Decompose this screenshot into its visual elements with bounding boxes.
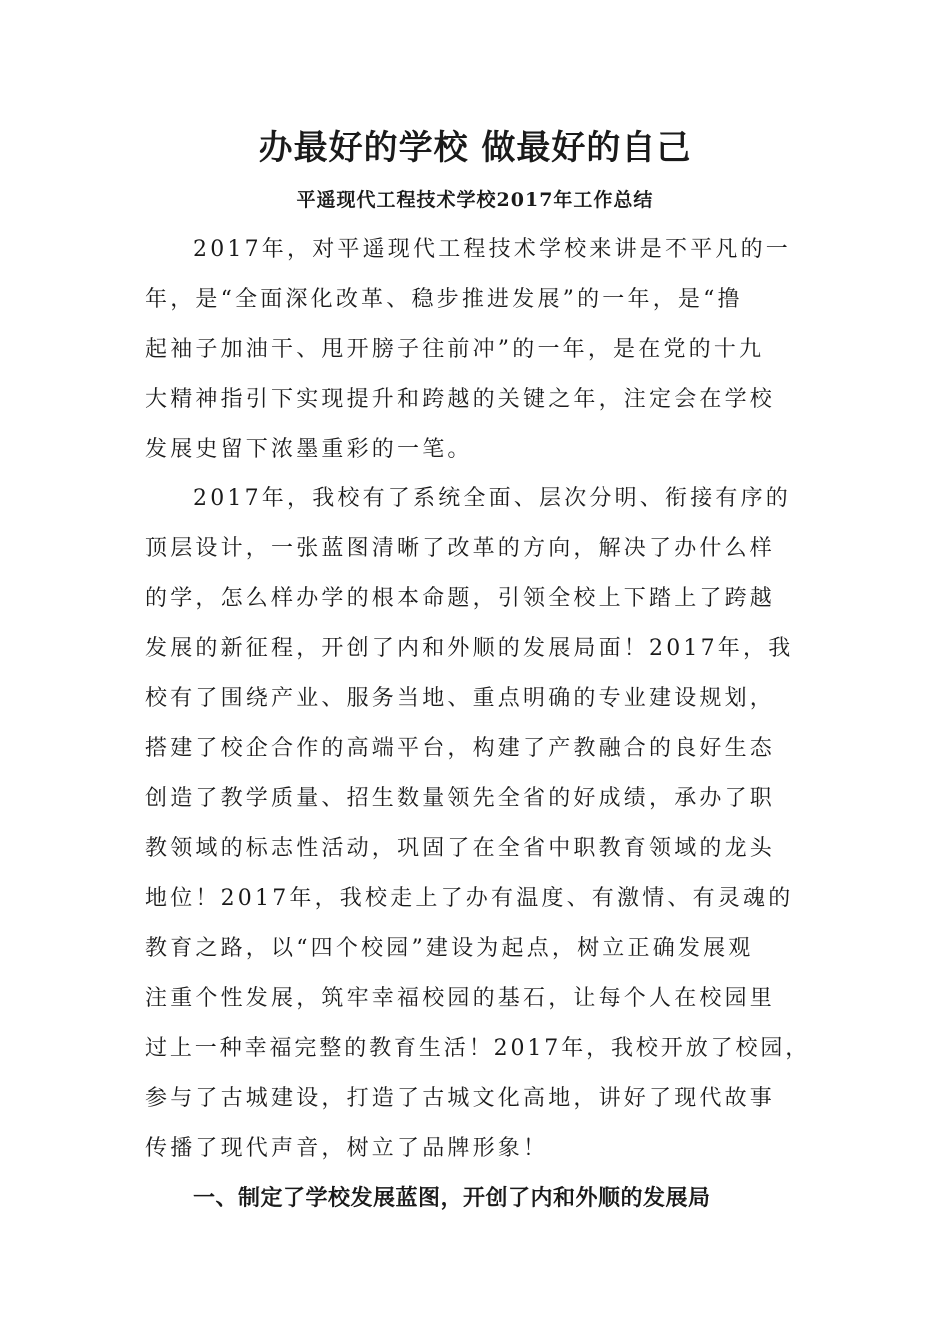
paragraph-2-line-6: 搭建了校企合作的高端平台，构建了产教融合的良好生态 bbox=[145, 736, 776, 761]
paragraph-1-line-4: 大精神指引下实现提升和跨越的关键之年，注定会在学校 bbox=[145, 387, 776, 412]
document-title: 办最好的学校 做最好的自己 bbox=[258, 128, 692, 168]
paragraph-2-line-4: 发展的新征程，开创了内和外顺的发展局面！2017年，我 bbox=[145, 636, 794, 661]
paragraph-2-line-3: 的学，怎么样办学的根本命题，引领全校上下踏上了跨越 bbox=[145, 586, 776, 611]
paragraph-1-line-2: 年，是“全面深化改革、稳步推进发展”的一年，是“撸 bbox=[145, 287, 743, 312]
paragraph-2-line-5: 校有了围绕产业、服务当地、重点明确的专业建设规划， bbox=[145, 686, 776, 711]
paragraph-2-line-7: 创造了教学质量、招生数量领先全省的好成绩，承办了职 bbox=[145, 786, 776, 811]
section-heading: 一、制定了学校发展蓝图，开创了内和外顺的发展局 bbox=[193, 1186, 711, 1211]
paragraph-1-line-5: 发展史留下浓墨重彩的一笔。 bbox=[145, 437, 473, 462]
paragraph-2-line-9: 地位！2017年，我校走上了办有温度、有激情、有灵魂的 bbox=[145, 886, 794, 911]
paragraph-1-line-1: 2017年，对平遥现代工程技术学校来讲是不平凡的一 bbox=[193, 237, 791, 262]
paragraph-2-line-12: 过上一种幸福完整的教育生活！2017年，我校开放了校园， bbox=[145, 1036, 811, 1061]
document-subtitle: 平遥现代工程技术学校2017年工作总结 bbox=[296, 189, 654, 211]
paragraph-2-line-14: 传播了现代声音，树立了品牌形象！ bbox=[145, 1136, 549, 1161]
paragraph-2-line-1: 2017年，我校有了系统全面、层次分明、衔接有序的 bbox=[193, 486, 791, 511]
paragraph-2-line-10: 教育之路，以“四个校园”建设为起点，树立正确发展观 bbox=[145, 936, 754, 961]
paragraph-2-line-2: 顶层设计，一张蓝图清晰了改革的方向，解决了办什么样 bbox=[145, 536, 776, 561]
paragraph-1-line-3: 起袖子加油干、甩开膀子往前冲”的一年，是在党的十九 bbox=[145, 337, 765, 362]
paragraph-2-line-11: 注重个性发展，筑牢幸福校园的基石，让每个人在校园里 bbox=[145, 986, 776, 1011]
paragraph-2-line-13: 参与了古城建设，打造了古城文化高地，讲好了现代故事 bbox=[145, 1086, 776, 1111]
paragraph-2-line-8: 教领域的标志性活动，巩固了在全省中职教育领域的龙头 bbox=[145, 836, 776, 861]
